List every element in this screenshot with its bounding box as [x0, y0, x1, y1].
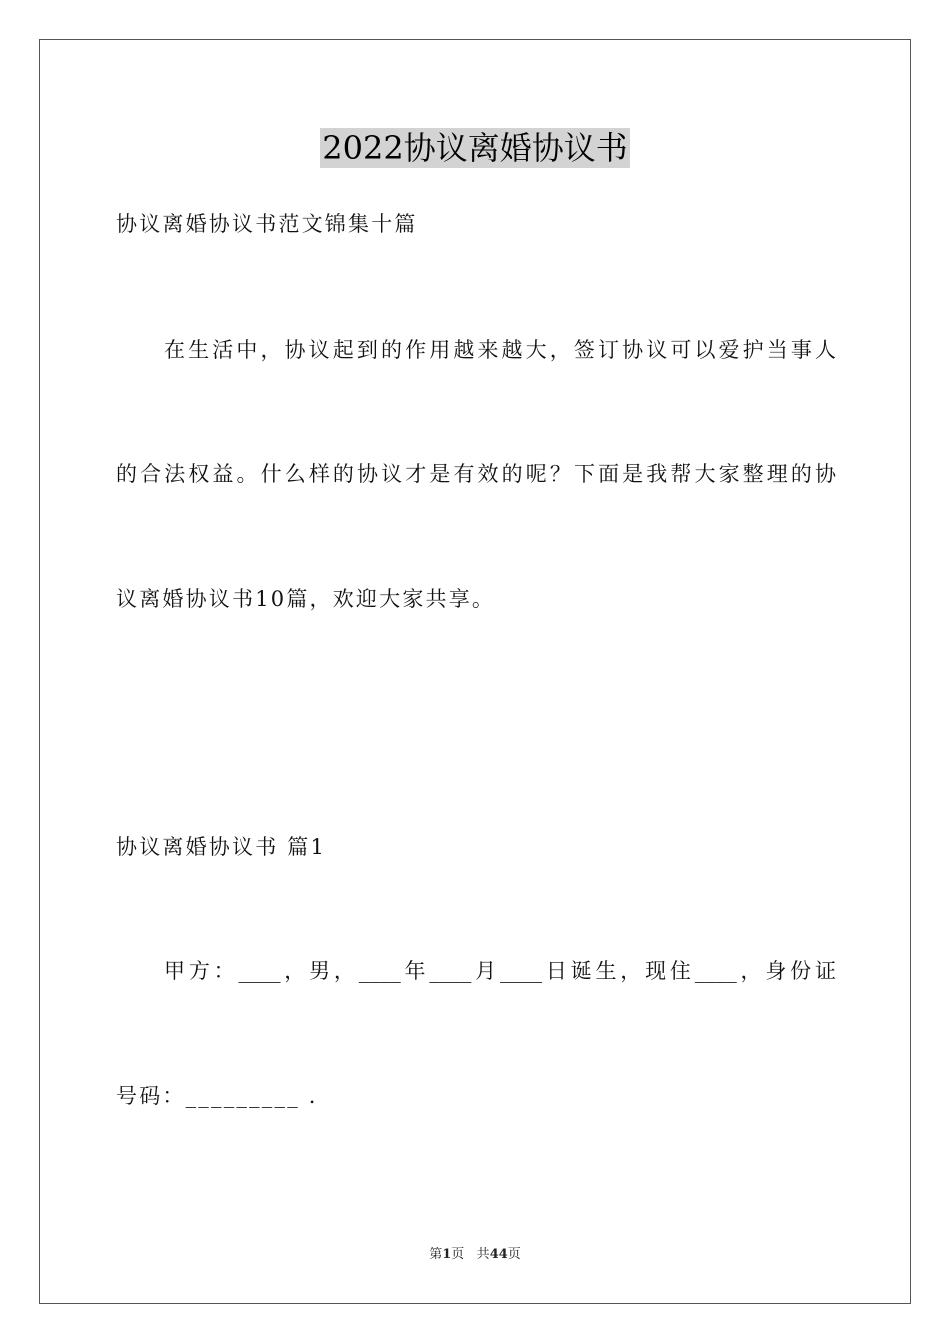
intro-paragraph-line-3: 议离婚协议书10篇，欢迎大家共享。: [116, 587, 496, 611]
section-heading: 协议离婚协议书 篇1: [116, 835, 327, 859]
party-a-line-2: 号码：_________ .: [116, 1084, 318, 1108]
page-footer: [0, 1246, 950, 1264]
footer-total-prefix: 共: [476, 1247, 490, 1262]
document-subtitle: 协议离婚协议书范文锦集十篇: [116, 212, 418, 236]
document-title: 2022协议离婚协议书: [322, 129, 628, 167]
title-container: [0, 128, 950, 168]
footer-total-suffix: 页: [507, 1247, 521, 1262]
footer-total-pages: 44: [489, 1247, 508, 1262]
footer-page-suffix: 页: [451, 1247, 465, 1262]
footer-page-prefix: 第: [429, 1247, 443, 1262]
intro-paragraph-line-2: 的合法权益。什么样的协议才是有效的呢？下面是我帮大家整理的协: [116, 462, 836, 486]
party-a-line-1: 甲方：____，男，____年____月____日诞生，现住____，身份证: [164, 959, 836, 983]
footer-page-number: 1: [442, 1247, 452, 1262]
intro-paragraph-line-1: 在生活中，协议起到的作用越来越大，签订协议可以爱护当事人: [164, 338, 836, 362]
